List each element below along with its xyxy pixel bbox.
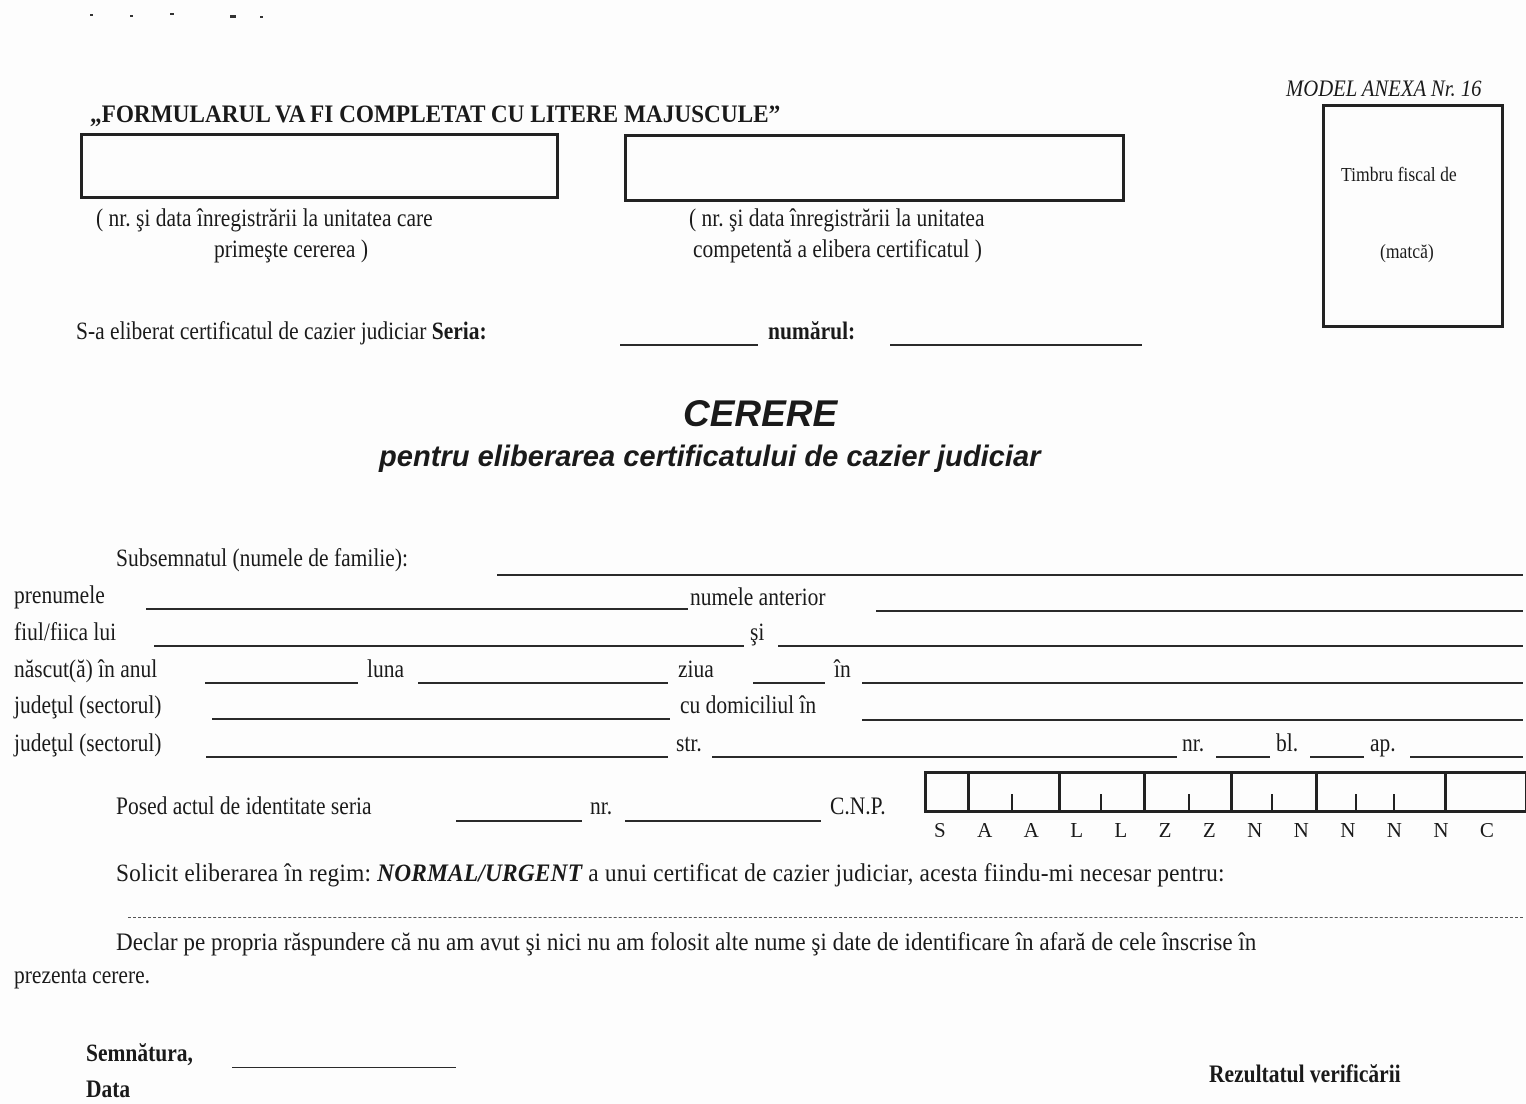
cnp-letter: N [1247,818,1263,842]
apartment-label: ap. [1370,730,1396,757]
number-underline [890,344,1142,346]
street-label: str. [676,730,702,757]
cnp-group-nnn[interactable] [1318,774,1447,810]
month-label: luna [367,656,405,683]
cnp-letter: C [1479,818,1494,842]
series-underline [620,344,758,346]
cnp-letter: A [1023,818,1039,842]
birth-year-underline [205,682,358,684]
first-name-underline [146,608,688,610]
previous-name-underline [876,610,1523,612]
number-label: numărul: [768,318,856,345]
model-annex-label: MODEL ANEXA Nr. 16 [1286,76,1482,101]
street-input[interactable] [712,730,1185,756]
domicile-label: cu domiciliul în [680,692,817,719]
scan-artifact [260,16,263,18]
scan-artifact [130,15,133,17]
cnp-letter: A [977,818,993,842]
street-nr-label: nr. [1182,730,1205,757]
child-of-label: fiul/fiica lui [14,619,117,646]
id-series-label: Posed actul de identitate seria [116,793,372,820]
surname-underline [497,574,1523,576]
id-nr-input[interactable] [625,794,829,820]
fiscal-stamp-box [1322,104,1504,328]
previous-name-label: numele anterior [690,584,826,611]
street-underline [712,756,1177,758]
mother-underline [778,645,1523,647]
scan-artifact [90,14,93,16]
id-nr-underline [625,820,821,822]
purpose-input[interactable] [128,890,1526,917]
county1-input[interactable] [212,692,678,718]
issued-certificate-text [76,318,487,346]
registration-box-right-caption-1: ( nr. şi data înregistrării la unitatea [689,205,985,232]
born-year-label: născut(ă) în anul [14,656,158,683]
fiscal-stamp-label-1: Timbru fiscal de [1341,164,1457,186]
cnp-legend [934,818,1494,843]
county1-underline [212,718,670,720]
birth-month-underline [418,682,668,684]
id-nr-label: nr. [590,793,613,820]
first-name-input[interactable] [146,582,696,608]
father-underline [154,645,744,647]
street-nr-underline [1216,756,1270,758]
apartment-underline [1410,756,1523,758]
form-notice: „FORMULARUL VA FI COMPLETAT CU LITERE MAJUSCULE” [90,101,781,128]
cnp-letter: N [1340,818,1356,842]
registration-box-competent-unit[interactable] [624,134,1125,202]
birth-month-input[interactable] [418,656,676,682]
domicile-input[interactable] [862,692,1526,719]
date-label: Data [86,1076,131,1103]
registration-box-receiving-unit[interactable] [80,133,559,199]
birth-year-input[interactable] [205,656,366,682]
cnp-letter: S [934,818,946,842]
page-subtitle: pentru eliberarea certificatului de cazier judiciar [379,440,1041,473]
cnp-letter: N [1433,818,1449,842]
cnp-letter: L [1114,818,1128,842]
birth-day-underline [753,682,825,684]
registration-box-left-caption-1: ( nr. şi data înregistrării la unitatea care [96,205,433,232]
county-label-2: judeţul (sectorul) [14,730,162,757]
verification-result-label: Rezultatul verificării [1209,1061,1401,1088]
declaration-line-2: prezenta cerere. [14,962,151,989]
cnp-label: C.N.P. [830,793,886,820]
cnp-letter: Z [1158,818,1172,842]
block-input[interactable] [1310,730,1372,756]
birth-day-input[interactable] [753,656,833,682]
series-input[interactable] [620,318,766,344]
purpose-underline [128,917,1523,918]
cnp-letter: N [1293,818,1309,842]
block-label: bl. [1276,730,1299,757]
domicile-underline [862,719,1523,721]
birth-place-underline [862,682,1523,684]
scan-artifact [170,13,174,15]
cnp-group-day[interactable] [1146,774,1233,810]
and-label: şi [750,619,765,646]
birth-place-input[interactable] [862,656,1526,682]
cnp-letter: N [1386,818,1402,842]
surname-input[interactable] [497,546,1526,574]
cnp-group-year[interactable] [970,774,1061,810]
signature-label: Semnătura, [86,1040,193,1067]
apartment-input[interactable] [1410,730,1526,756]
street-nr-input[interactable] [1216,730,1278,756]
mother-name-input[interactable] [778,619,1526,645]
cnp-group-control[interactable] [1447,774,1525,810]
cnp-letter: Z [1202,818,1216,842]
county2-input[interactable] [206,730,676,756]
number-input[interactable] [890,318,1150,344]
cnp-letter: L [1070,818,1084,842]
fiscal-stamp-label-2: (matcă) [1380,241,1434,263]
in-label: în [834,656,851,683]
county-label-1: judeţul (sectorul) [14,692,162,719]
request-text-1: Solicit eliberarea în regim: [116,860,372,887]
county2-underline [206,756,668,758]
day-label: ziua [678,656,714,683]
id-series-underline [456,820,582,822]
first-name-label: prenumele [14,582,105,609]
surname-label: Subsemnatul (numele de familie): [116,545,408,572]
page-title: CERERE [683,393,838,434]
scan-artifact [230,15,236,18]
request-text-2: a unui certificat de cazier judiciar, acesta fiindu-mi necesar pentru: [588,860,1225,887]
series-label: Seria: [431,318,487,345]
regime-option[interactable]: NORMAL/URGENT [377,860,583,887]
father-name-input[interactable] [154,619,752,645]
declaration-line-1: Declar pe propria răspundere că nu am avut şi nici nu am folosit alte nume şi date de identificare în afară de cele înscrise în [116,929,1257,956]
block-underline [1310,756,1364,758]
request-statement [116,860,1225,888]
registration-box-right-caption-2: competentă a elibera certificatul ) [693,236,982,263]
cnp-group-county[interactable] [1233,774,1318,810]
registration-box-left-caption-2: primeşte cererea ) [214,236,368,263]
signature-underline[interactable] [232,1067,456,1068]
cnp-input-grid[interactable] [924,771,1526,813]
cnp-group-sex[interactable] [927,774,970,810]
cnp-group-month[interactable] [1061,774,1146,810]
id-series-input[interactable] [456,794,590,820]
issued-label: S-a eliberat certificatul de cazier judiciar [76,318,427,345]
previous-name-input[interactable] [876,584,1526,610]
